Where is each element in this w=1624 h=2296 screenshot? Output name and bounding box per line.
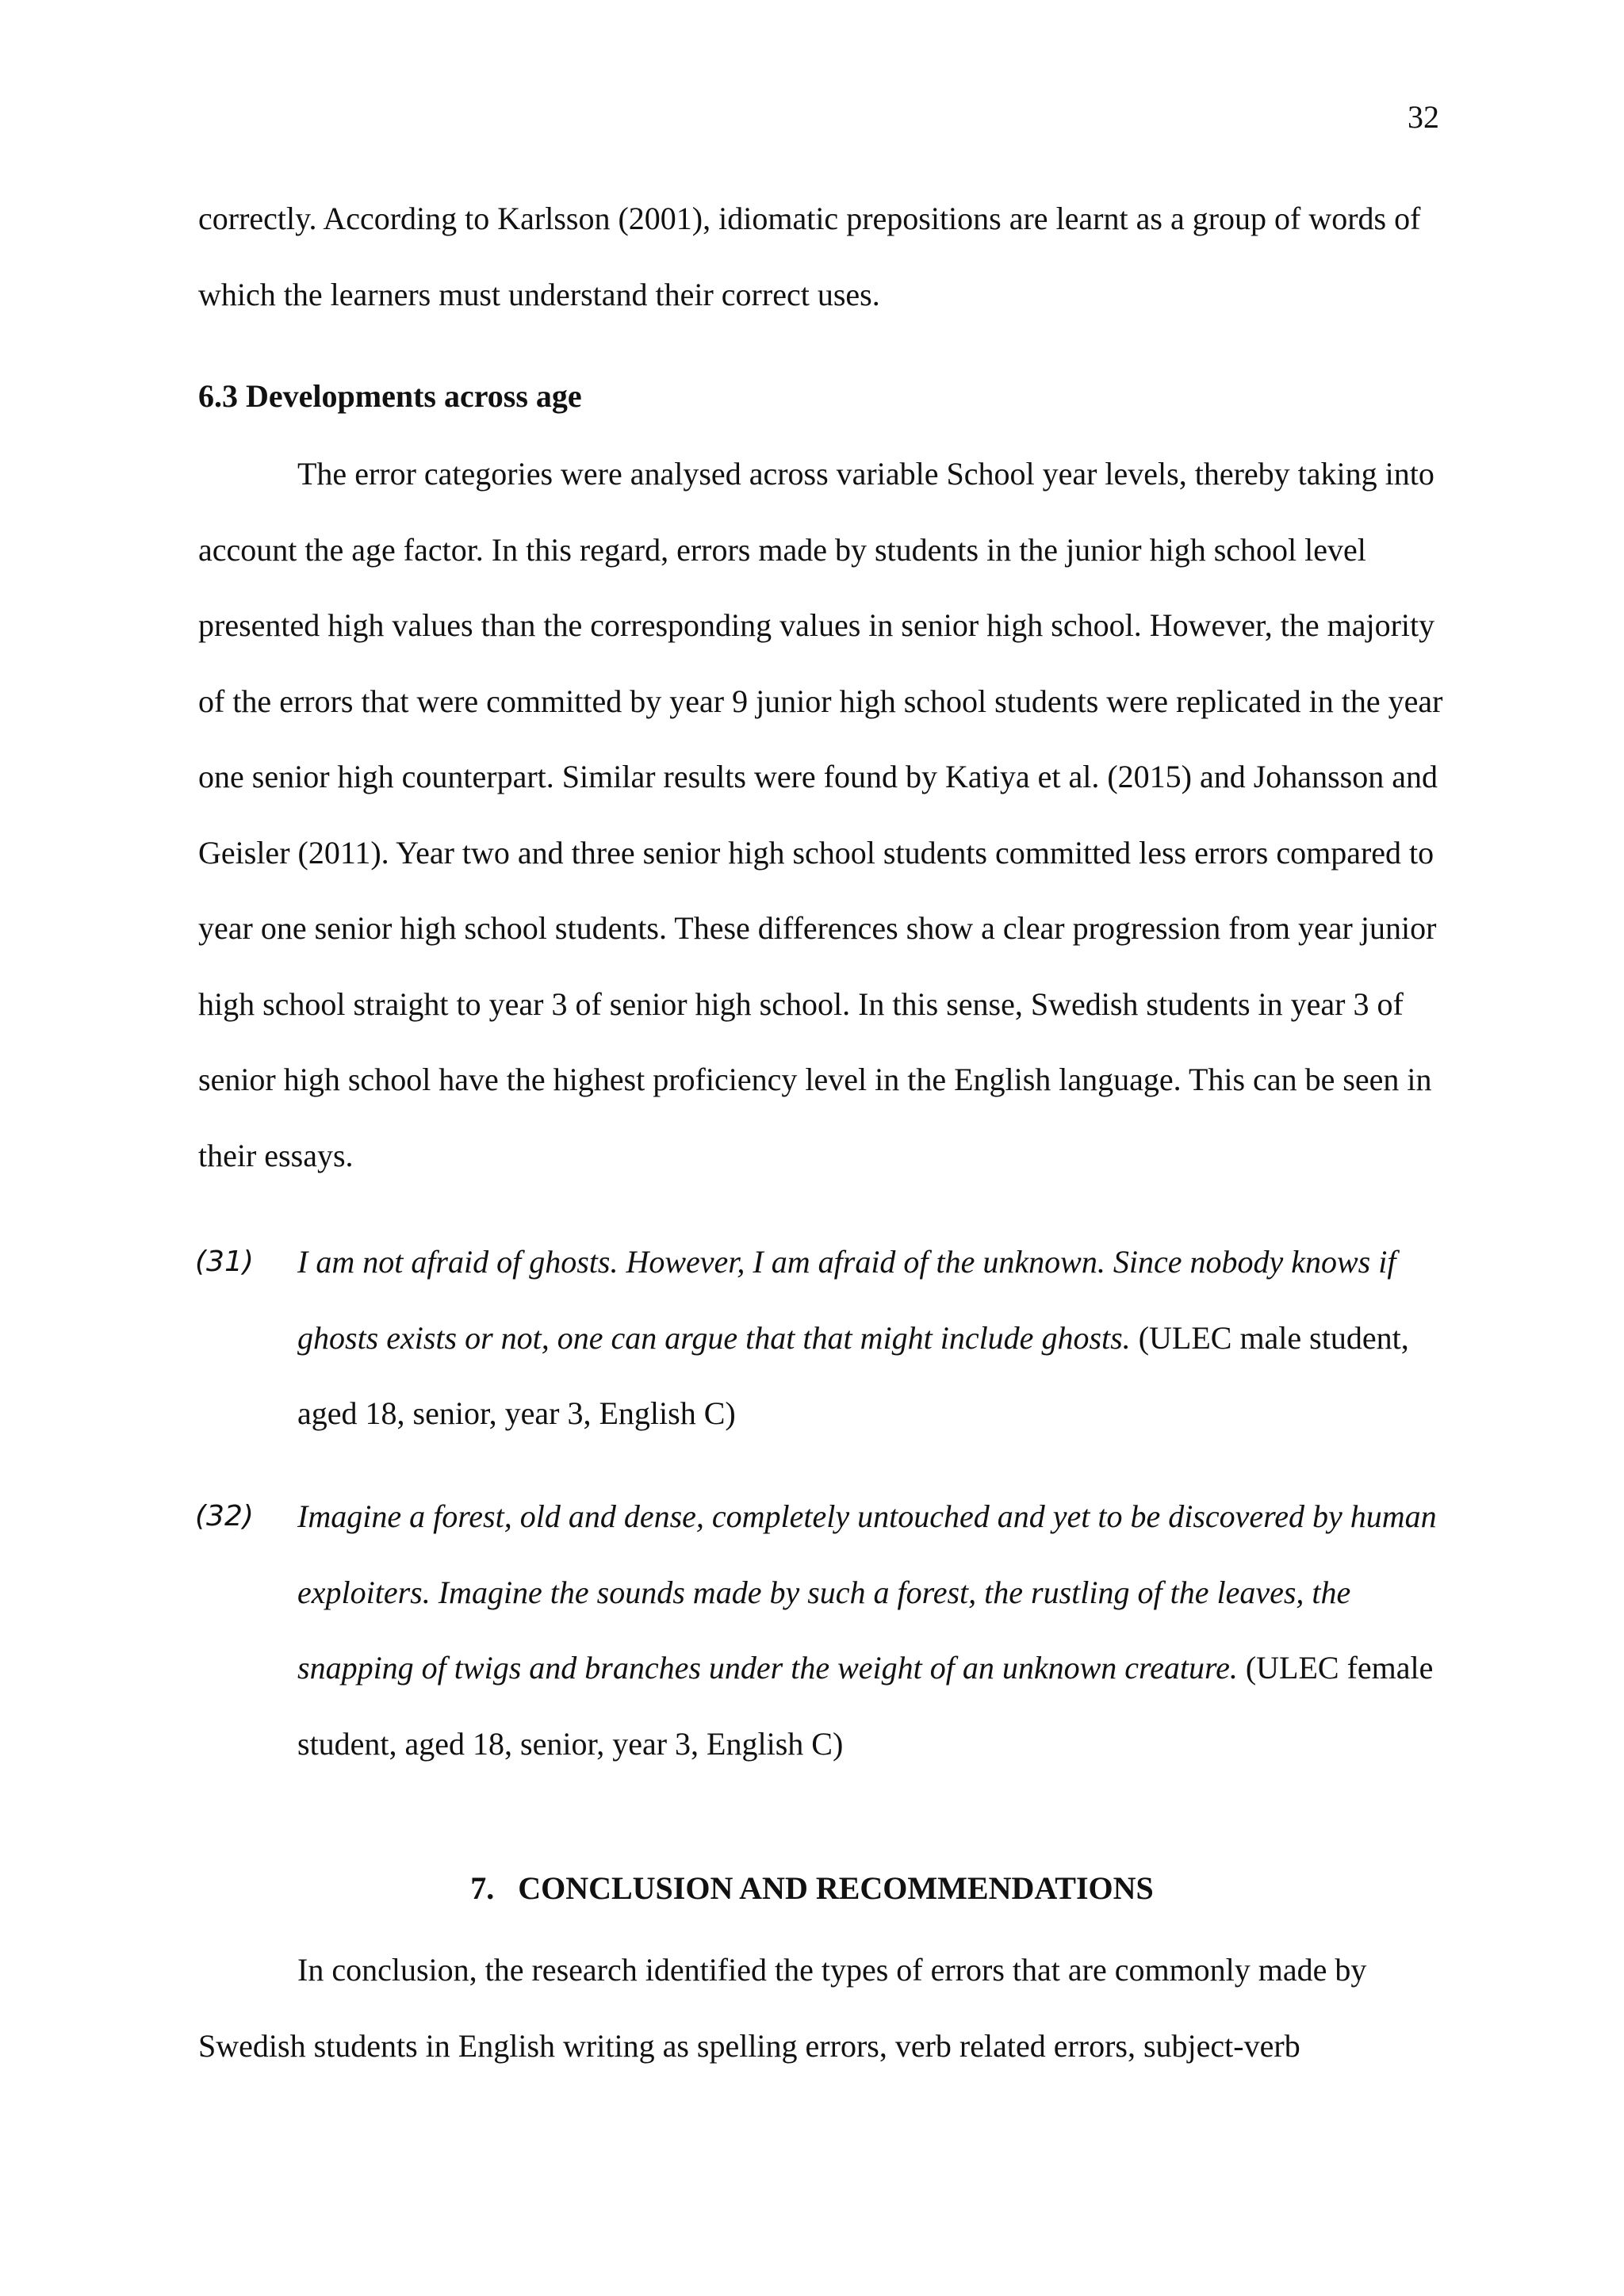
- example-32: [195, 1479, 1443, 1781]
- section-heading-7: 7. CONCLUSION AND RECOMMENDATIONS: [470, 1870, 1154, 1906]
- example-31: [195, 1224, 1443, 1452]
- example-number: (31): [195, 1246, 254, 1278]
- example-number: (32): [195, 1500, 254, 1533]
- page-number: 32: [1408, 99, 1439, 135]
- example-text: [297, 1479, 1443, 1781]
- section-6-3-paragraph: The error categories were analysed across variable School year levels, thereby taking into account the age factor. In this regard, errors made by students in the junior high school level presented high values than the corresponding values in senior high school. However, the majority of the errors that were committed by year 9 junior high school students were replicated in the year one senior high counterpart. Similar results were found by Katiya et al. (2015) and Johansson and Geisler (2011). Year two and three senior high school students committed less errors compared to year one senior high school students. These differences show a clear progression from year junior high school straight to year 3 of senior high school. In this sense, Swedish students in year 3 of senior high school have the highest proficiency level in the English language. This can be seen in their essays.: [198, 456, 1443, 1173]
- example-source: (ULEC male student, aged 18, senior, year 3, English C): [297, 1319, 1409, 1431]
- continuation-paragraph: correctly. According to Karlsson (2001), idiomatic prepositions are learnt as a group of words of which the learners must understand their correct uses.: [198, 201, 1421, 312]
- example-quote: I am not afraid of ghosts. However, I am afraid of the unknown. Since nobody knows if ghosts exists or not, one can argue that that might include ghosts.: [297, 1244, 1396, 1356]
- conclusion-paragraph: In conclusion, the research identified the types of errors that are commonly made by Swedish students in English writing as spelling errors, verb related errors, subject-verb: [198, 1952, 1367, 2064]
- example-quote: Imagine a forest, old and dense, completely untouched and yet to be discovered by human exploiters. Imagine the sounds made by such a forest, the rustling of the leaves, the snapping of twigs and branches under the weight of an unknown creature.: [297, 1498, 1437, 1686]
- example-source: (ULEC female student, aged 18, senior, year 3, English C): [297, 1650, 1434, 1762]
- section-heading-6-3: 6.3 Developments across age: [198, 378, 582, 414]
- example-text: [297, 1224, 1443, 1452]
